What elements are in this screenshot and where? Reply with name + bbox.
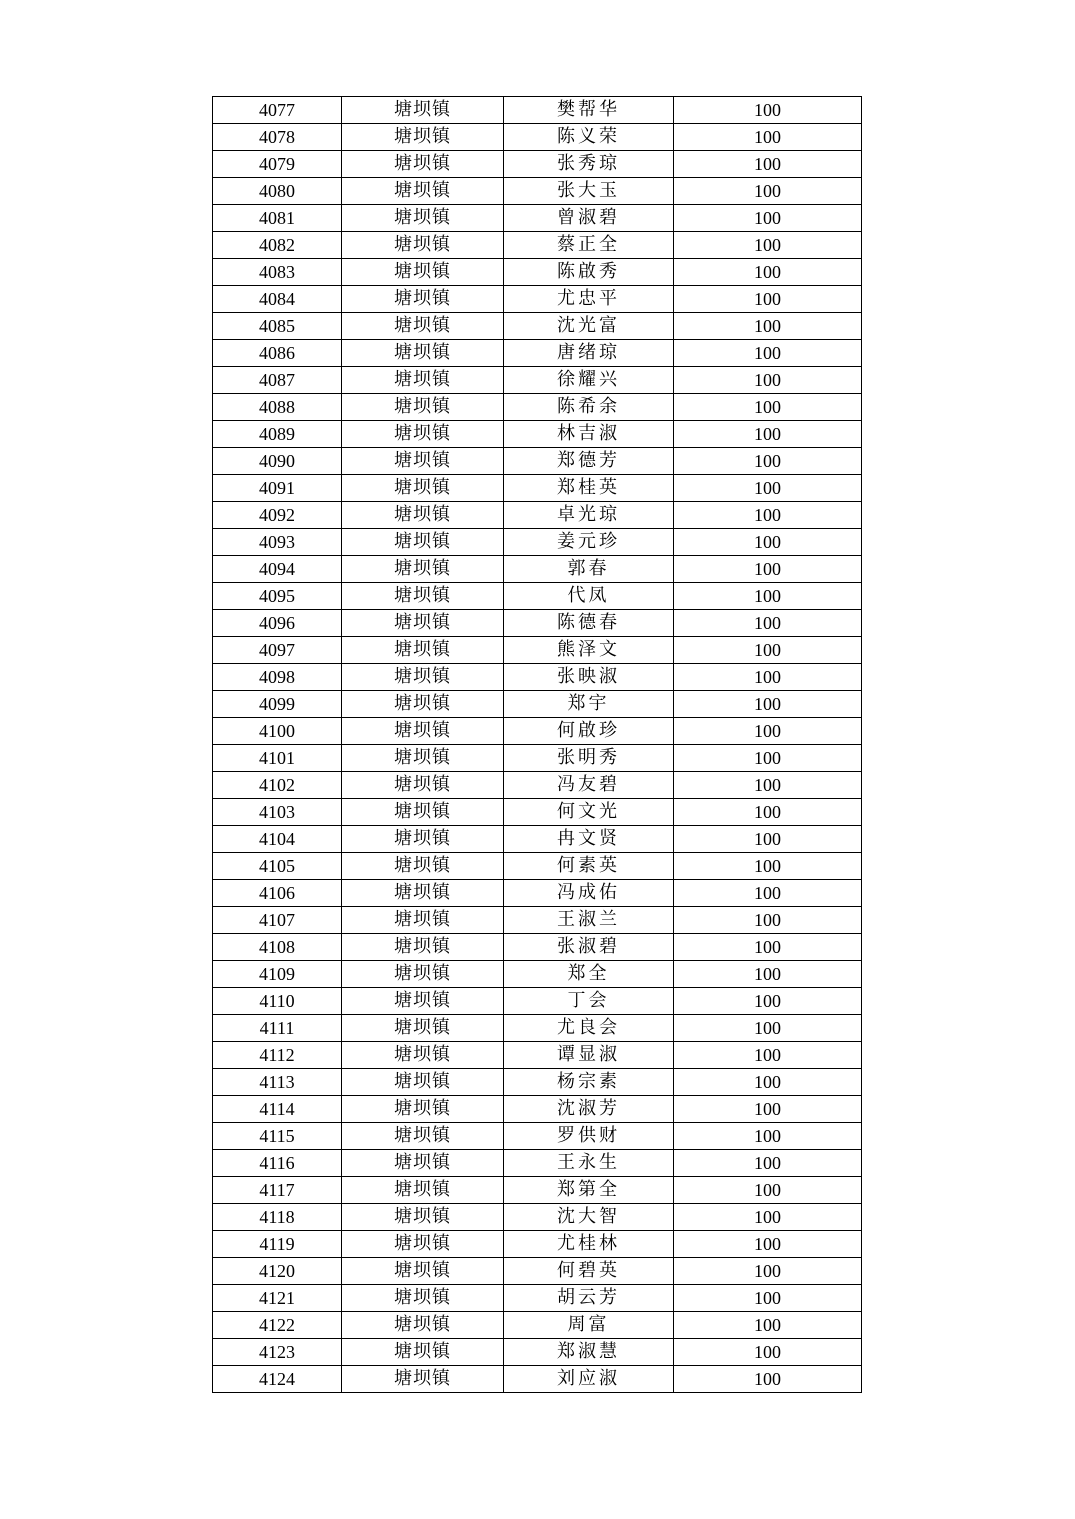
serial-number-cell: 4081 [213,205,342,232]
town-cell: 塘坝镇 [342,853,504,880]
town-cell: 塘坝镇 [342,448,504,475]
serial-number-cell: 4119 [213,1231,342,1258]
person-name-cell: 冉文贤 [504,826,674,853]
table-row [213,421,862,448]
person-name-cell: 何素英 [504,853,674,880]
person-name-cell: 林吉淑 [504,421,674,448]
town-cell: 塘坝镇 [342,124,504,151]
amount-cell: 100 [674,367,862,394]
person-name-cell: 陈德春 [504,610,674,637]
amount-cell: 100 [674,232,862,259]
person-name-cell: 陈义荣 [504,124,674,151]
serial-number-cell: 4109 [213,961,342,988]
person-name-cell: 尤良会 [504,1015,674,1042]
person-name-cell: 蔡正全 [504,232,674,259]
amount-cell: 100 [674,1177,862,1204]
serial-number-cell: 4094 [213,556,342,583]
serial-number-cell: 4090 [213,448,342,475]
person-name-cell: 唐绪琼 [504,340,674,367]
person-name-cell: 郑德芳 [504,448,674,475]
table-row [213,637,862,664]
table-row [213,1042,862,1069]
person-name-cell: 郑第全 [504,1177,674,1204]
serial-number-cell: 4082 [213,232,342,259]
table-row [213,1231,862,1258]
serial-number-cell: 4095 [213,583,342,610]
town-cell: 塘坝镇 [342,880,504,907]
serial-number-cell: 4114 [213,1096,342,1123]
table-row [213,880,862,907]
serial-number-cell: 4088 [213,394,342,421]
town-cell: 塘坝镇 [342,988,504,1015]
serial-number-cell: 4100 [213,718,342,745]
serial-number-cell: 4105 [213,853,342,880]
table-row [213,232,862,259]
person-name-cell: 胡云芳 [504,1285,674,1312]
town-cell: 塘坝镇 [342,1312,504,1339]
town-cell: 塘坝镇 [342,961,504,988]
table-row [213,151,862,178]
amount-cell: 100 [674,124,862,151]
amount-cell: 100 [674,1231,862,1258]
person-name-cell: 刘应淑 [504,1366,674,1393]
amount-cell: 100 [674,1069,862,1096]
serial-number-cell: 4078 [213,124,342,151]
person-name-cell: 陈啟秀 [504,259,674,286]
table-row [213,1015,862,1042]
person-name-cell: 熊泽文 [504,637,674,664]
town-cell: 塘坝镇 [342,313,504,340]
amount-cell: 100 [674,772,862,799]
serial-number-cell: 4118 [213,1204,342,1231]
amount-cell: 100 [674,907,862,934]
person-name-cell: 罗供财 [504,1123,674,1150]
town-cell: 塘坝镇 [342,907,504,934]
amount-cell: 100 [674,934,862,961]
table-row [213,1204,862,1231]
table-row [213,799,862,826]
town-cell: 塘坝镇 [342,556,504,583]
table-row [213,853,862,880]
serial-number-cell: 4107 [213,907,342,934]
table-row [213,826,862,853]
amount-cell: 100 [674,1366,862,1393]
serial-number-cell: 4120 [213,1258,342,1285]
person-name-cell: 郭春 [504,556,674,583]
table-row [213,556,862,583]
serial-number-cell: 4103 [213,799,342,826]
town-cell: 塘坝镇 [342,1123,504,1150]
town-cell: 塘坝镇 [342,1231,504,1258]
amount-cell: 100 [674,718,862,745]
table-row [213,1366,862,1393]
serial-number-cell: 4080 [213,178,342,205]
person-name-cell: 沈淑芳 [504,1096,674,1123]
town-cell: 塘坝镇 [342,151,504,178]
town-cell: 塘坝镇 [342,1366,504,1393]
table-row [213,745,862,772]
town-cell: 塘坝镇 [342,799,504,826]
table-row [213,718,862,745]
town-cell: 塘坝镇 [342,367,504,394]
table-row [213,691,862,718]
amount-cell: 100 [674,475,862,502]
serial-number-cell: 4093 [213,529,342,556]
table-row [213,583,862,610]
table-row [213,178,862,205]
town-cell: 塘坝镇 [342,529,504,556]
serial-number-cell: 4084 [213,286,342,313]
town-cell: 塘坝镇 [342,1177,504,1204]
person-name-cell: 冯成佑 [504,880,674,907]
serial-number-cell: 4104 [213,826,342,853]
person-name-cell: 冯友碧 [504,772,674,799]
town-cell: 塘坝镇 [342,421,504,448]
amount-cell: 100 [674,664,862,691]
person-name-cell: 何文光 [504,799,674,826]
town-cell: 塘坝镇 [342,1258,504,1285]
serial-number-cell: 4113 [213,1069,342,1096]
person-name-cell: 郑宇 [504,691,674,718]
table-row [213,448,862,475]
person-name-cell: 姜元珍 [504,529,674,556]
amount-cell: 100 [674,1096,862,1123]
amount-cell: 100 [674,259,862,286]
table-row [213,1069,862,1096]
table-row [213,1312,862,1339]
person-name-cell: 代凤 [504,583,674,610]
town-cell: 塘坝镇 [342,502,504,529]
person-name-cell: 何碧英 [504,1258,674,1285]
amount-cell: 100 [674,1339,862,1366]
amount-cell: 100 [674,637,862,664]
table-row [213,1096,862,1123]
amount-cell: 100 [674,961,862,988]
amount-cell: 100 [674,151,862,178]
serial-number-cell: 4124 [213,1366,342,1393]
person-name-cell: 张映淑 [504,664,674,691]
town-cell: 塘坝镇 [342,205,504,232]
amount-cell: 100 [674,421,862,448]
roster-table [212,96,862,1393]
person-name-cell: 樊帮华 [504,97,674,124]
person-name-cell: 徐耀兴 [504,367,674,394]
amount-cell: 100 [674,286,862,313]
person-name-cell: 郑淑慧 [504,1339,674,1366]
person-name-cell: 曾淑碧 [504,205,674,232]
town-cell: 塘坝镇 [342,1096,504,1123]
serial-number-cell: 4121 [213,1285,342,1312]
serial-number-cell: 4122 [213,1312,342,1339]
table-row [213,664,862,691]
town-cell: 塘坝镇 [342,664,504,691]
person-name-cell: 何啟珍 [504,718,674,745]
town-cell: 塘坝镇 [342,1204,504,1231]
amount-cell: 100 [674,826,862,853]
table-row [213,1123,862,1150]
serial-number-cell: 4106 [213,880,342,907]
person-name-cell: 王淑兰 [504,907,674,934]
serial-number-cell: 4123 [213,1339,342,1366]
amount-cell: 100 [674,313,862,340]
serial-number-cell: 4110 [213,988,342,1015]
town-cell: 塘坝镇 [342,1150,504,1177]
person-name-cell: 杨宗素 [504,1069,674,1096]
serial-number-cell: 4092 [213,502,342,529]
town-cell: 塘坝镇 [342,1339,504,1366]
amount-cell: 100 [674,691,862,718]
town-cell: 塘坝镇 [342,1285,504,1312]
amount-cell: 100 [674,583,862,610]
table-row [213,529,862,556]
town-cell: 塘坝镇 [342,934,504,961]
town-cell: 塘坝镇 [342,1042,504,1069]
amount-cell: 100 [674,97,862,124]
serial-number-cell: 4099 [213,691,342,718]
amount-cell: 100 [674,205,862,232]
amount-cell: 100 [674,529,862,556]
amount-cell: 100 [674,178,862,205]
serial-number-cell: 4087 [213,367,342,394]
amount-cell: 100 [674,1312,862,1339]
person-name-cell: 陈希余 [504,394,674,421]
table-row [213,907,862,934]
serial-number-cell: 4083 [213,259,342,286]
amount-cell: 100 [674,1150,862,1177]
person-name-cell: 张明秀 [504,745,674,772]
town-cell: 塘坝镇 [342,340,504,367]
amount-cell: 100 [674,799,862,826]
table-row [213,124,862,151]
serial-number-cell: 4108 [213,934,342,961]
table-row [213,286,862,313]
table-row [213,205,862,232]
person-name-cell: 张淑碧 [504,934,674,961]
serial-number-cell: 4112 [213,1042,342,1069]
table-row [213,1285,862,1312]
person-name-cell: 沈光富 [504,313,674,340]
table-row [213,394,862,421]
town-cell: 塘坝镇 [342,637,504,664]
amount-cell: 100 [674,880,862,907]
amount-cell: 100 [674,340,862,367]
amount-cell: 100 [674,610,862,637]
roster-table-body [213,97,862,1393]
person-name-cell: 张秀琼 [504,151,674,178]
amount-cell: 100 [674,1123,862,1150]
amount-cell: 100 [674,853,862,880]
town-cell: 塘坝镇 [342,394,504,421]
amount-cell: 100 [674,394,862,421]
table-row [213,1150,862,1177]
amount-cell: 100 [674,1285,862,1312]
table-row [213,259,862,286]
person-name-cell: 郑桂英 [504,475,674,502]
serial-number-cell: 4096 [213,610,342,637]
town-cell: 塘坝镇 [342,259,504,286]
table-row [213,475,862,502]
table-row [213,772,862,799]
serial-number-cell: 4097 [213,637,342,664]
table-row [213,367,862,394]
town-cell: 塘坝镇 [342,691,504,718]
amount-cell: 100 [674,502,862,529]
person-name-cell: 郑全 [504,961,674,988]
person-name-cell: 尤忠平 [504,286,674,313]
person-name-cell: 卓光琼 [504,502,674,529]
person-name-cell: 张大玉 [504,178,674,205]
serial-number-cell: 4117 [213,1177,342,1204]
serial-number-cell: 4091 [213,475,342,502]
table-row [213,988,862,1015]
serial-number-cell: 4115 [213,1123,342,1150]
amount-cell: 100 [674,448,862,475]
serial-number-cell: 4085 [213,313,342,340]
town-cell: 塘坝镇 [342,772,504,799]
serial-number-cell: 4102 [213,772,342,799]
town-cell: 塘坝镇 [342,583,504,610]
town-cell: 塘坝镇 [342,475,504,502]
town-cell: 塘坝镇 [342,286,504,313]
town-cell: 塘坝镇 [342,178,504,205]
person-name-cell: 丁会 [504,988,674,1015]
person-name-cell: 王永生 [504,1150,674,1177]
table-row [213,610,862,637]
amount-cell: 100 [674,745,862,772]
table-row [213,1177,862,1204]
amount-cell: 100 [674,556,862,583]
serial-number-cell: 4086 [213,340,342,367]
town-cell: 塘坝镇 [342,232,504,259]
amount-cell: 100 [674,1015,862,1042]
person-name-cell: 尤桂林 [504,1231,674,1258]
table-row [213,313,862,340]
serial-number-cell: 4116 [213,1150,342,1177]
serial-number-cell: 4111 [213,1015,342,1042]
serial-number-cell: 4089 [213,421,342,448]
person-name-cell: 周富 [504,1312,674,1339]
serial-number-cell: 4101 [213,745,342,772]
town-cell: 塘坝镇 [342,718,504,745]
town-cell: 塘坝镇 [342,745,504,772]
person-name-cell: 沈大智 [504,1204,674,1231]
town-cell: 塘坝镇 [342,826,504,853]
table-row [213,340,862,367]
person-name-cell: 谭显淑 [504,1042,674,1069]
amount-cell: 100 [674,1042,862,1069]
town-cell: 塘坝镇 [342,610,504,637]
town-cell: 塘坝镇 [342,97,504,124]
serial-number-cell: 4079 [213,151,342,178]
town-cell: 塘坝镇 [342,1069,504,1096]
table-row [213,934,862,961]
table-row [213,97,862,124]
amount-cell: 100 [674,988,862,1015]
serial-number-cell: 4098 [213,664,342,691]
serial-number-cell: 4077 [213,97,342,124]
table-row [213,1258,862,1285]
table-row [213,502,862,529]
town-cell: 塘坝镇 [342,1015,504,1042]
table-row [213,961,862,988]
amount-cell: 100 [674,1204,862,1231]
table-row [213,1339,862,1366]
amount-cell: 100 [674,1258,862,1285]
